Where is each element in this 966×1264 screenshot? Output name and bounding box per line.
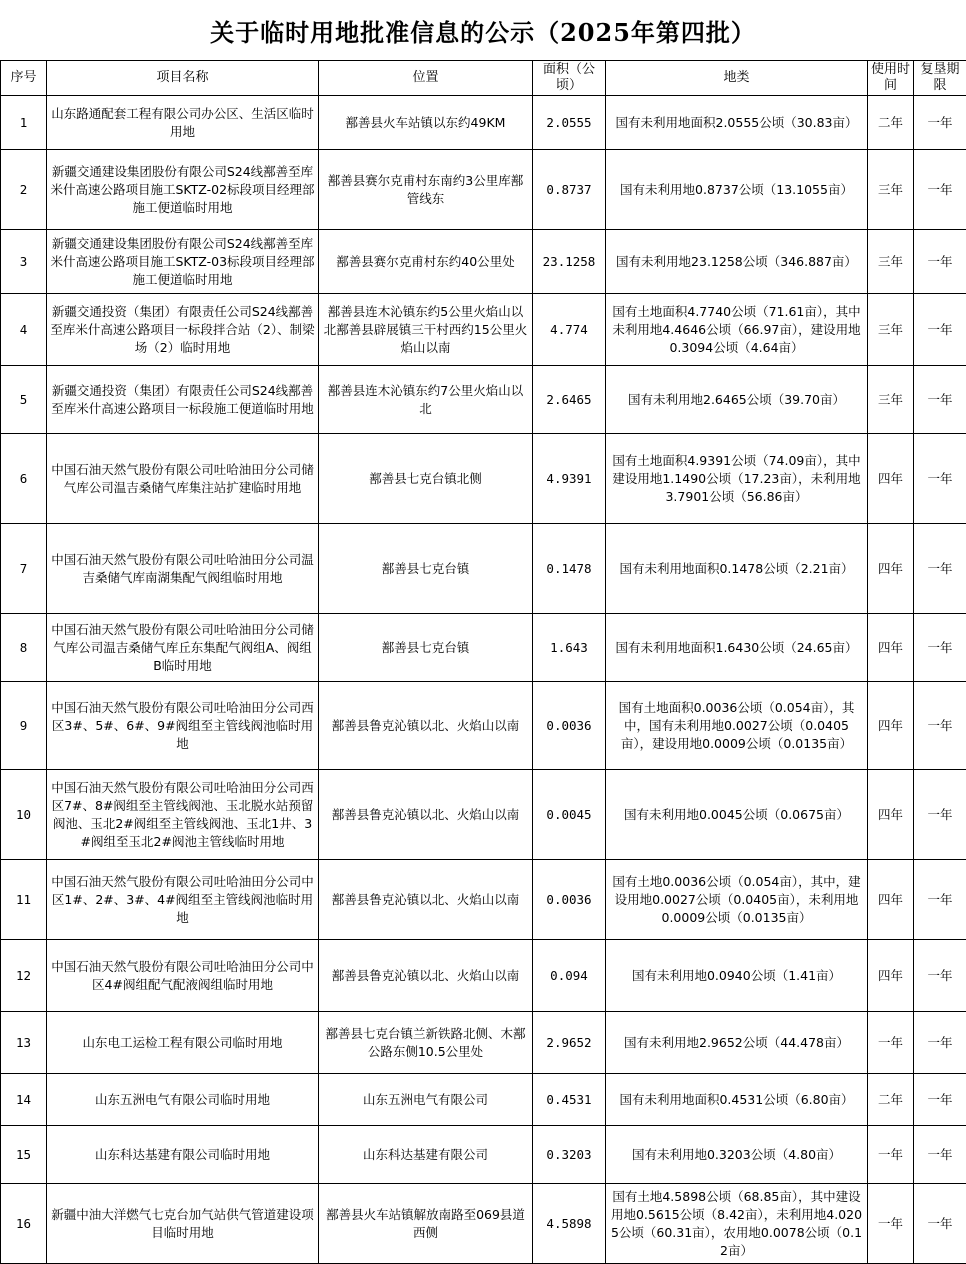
cell-seq: 4 (1, 294, 47, 366)
cell-project-name: 中国石油天然气股份有限公司吐哈油田分公司储气库公司温吉桑储气库丘东集配气阀组A、阀组B临时用地 (47, 614, 319, 682)
cell-seq: 8 (1, 614, 47, 682)
cell-project-name: 山东路通配套工程有限公司办公区、生活区临时用地 (47, 96, 319, 150)
cell-landtype: 国有未利用地面积0.4531公顷（6.80亩） (606, 1074, 868, 1126)
cell-location: 鄯善县鲁克沁镇以北、火焰山以南 (319, 682, 533, 770)
cell-use-time: 四年 (868, 524, 914, 614)
cell-reclaim-period: 一年 (914, 294, 966, 366)
cell-location: 山东五洲电气有限公司 (319, 1074, 533, 1126)
cell-use-time: 三年 (868, 150, 914, 230)
cell-landtype: 国有未利用地2.6465公顷（39.70亩） (606, 366, 868, 434)
cell-location: 鄯善县连木沁镇东约7公里火焰山以北 (319, 366, 533, 434)
cell-use-time: 二年 (868, 96, 914, 150)
cell-landtype: 国有未利用地0.0940公顷（1.41亩） (606, 940, 868, 1012)
cell-location: 鄯善县赛尔克甫村东南约3公里库鄯管线东 (319, 150, 533, 230)
cell-reclaim-period: 一年 (914, 682, 966, 770)
table-row (1, 940, 966, 1012)
cell-project-name: 中国石油天然气股份有限公司吐哈油田分公司中区4#阀组配气配液阀组临时用地 (47, 940, 319, 1012)
table-row (1, 770, 966, 860)
approval-table (0, 60, 966, 1264)
cell-area: 2.6465 (533, 366, 606, 434)
cell-seq: 13 (1, 1012, 47, 1074)
cell-reclaim-period: 一年 (914, 940, 966, 1012)
cell-seq: 6 (1, 434, 47, 524)
cell-use-time: 四年 (868, 434, 914, 524)
cell-reclaim-period: 一年 (914, 1012, 966, 1074)
table-row (1, 96, 966, 150)
table-row (1, 1184, 966, 1264)
table-row (1, 294, 966, 366)
cell-reclaim-period: 一年 (914, 860, 966, 940)
cell-project-name: 山东科达基建有限公司临时用地 (47, 1126, 319, 1184)
cell-location: 鄯善县七克台镇兰新铁路北侧、木鄯公路东侧10.5公里处 (319, 1012, 533, 1074)
cell-area: 0.0036 (533, 860, 606, 940)
header-landtype: 地类 (606, 61, 868, 96)
table-row (1, 682, 966, 770)
cell-landtype: 国有土地4.5898公顷（68.85亩），其中建设用地0.5615公顷（8.42亩），未利用地4.0205公顷（60.31亩），农用地0.0078公顷（0.12亩） (606, 1184, 868, 1264)
cell-area: 2.0555 (533, 96, 606, 150)
cell-area: 2.9652 (533, 1012, 606, 1074)
cell-area: 0.3203 (533, 1126, 606, 1184)
cell-area: 0.094 (533, 940, 606, 1012)
cell-location: 鄯善县七克台镇 (319, 614, 533, 682)
cell-use-time: 四年 (868, 614, 914, 682)
cell-area: 4.5898 (533, 1184, 606, 1264)
cell-use-time: 三年 (868, 366, 914, 434)
cell-area: 0.4531 (533, 1074, 606, 1126)
header-name: 项目名称 (47, 61, 319, 96)
table-row (1, 1074, 966, 1126)
header-seq: 序号 (1, 61, 47, 96)
cell-use-time: 四年 (868, 682, 914, 770)
cell-location: 鄯善县鲁克沁镇以北、火焰山以南 (319, 860, 533, 940)
cell-area: 0.1478 (533, 524, 606, 614)
cell-seq: 14 (1, 1074, 47, 1126)
cell-reclaim-period: 一年 (914, 524, 966, 614)
cell-area: 4.774 (533, 294, 606, 366)
cell-use-time: 四年 (868, 860, 914, 940)
cell-landtype: 国有土地面积4.9391公顷（74.09亩），其中建设用地1.1490公顷（17.23亩），未利用地3.7901公顷（56.86亩） (606, 434, 868, 524)
page-title: 关于临时用地批准信息的公示（2025年第四批） (0, 0, 966, 60)
cell-reclaim-period: 一年 (914, 150, 966, 230)
cell-use-time: 一年 (868, 1184, 914, 1264)
cell-seq: 16 (1, 1184, 47, 1264)
cell-project-name: 中国石油天然气股份有限公司吐哈油田分公司西区3#、5#、6#、9#阀组至主管线阀池临时用地 (47, 682, 319, 770)
cell-use-time: 四年 (868, 770, 914, 860)
cell-landtype: 国有未利用地0.8737公顷（13.1055亩） (606, 150, 868, 230)
cell-reclaim-period: 一年 (914, 230, 966, 294)
cell-project-name: 新疆中油大洋燃气七克台加气站供气管道建设项目临时用地 (47, 1184, 319, 1264)
cell-use-time: 二年 (868, 1074, 914, 1126)
header-row (1, 61, 966, 96)
cell-landtype: 国有未利用地面积2.0555公顷（30.83亩） (606, 96, 868, 150)
cell-use-time: 一年 (868, 1012, 914, 1074)
cell-location: 山东科达基建有限公司 (319, 1126, 533, 1184)
cell-reclaim-period: 一年 (914, 1126, 966, 1184)
header-area: 面积（公顷） (533, 61, 606, 96)
cell-seq: 1 (1, 96, 47, 150)
cell-project-name: 新疆交通投资（集团）有限责任公司S24线鄯善至库米什高速公路项目一标段施工便道临时用地 (47, 366, 319, 434)
cell-project-name: 中国石油天然气股份有限公司吐哈油田分公司中区1#、2#、3#、4#阀组至主管线阀池临时用地 (47, 860, 319, 940)
cell-reclaim-period: 一年 (914, 366, 966, 434)
cell-location: 鄯善县七克台镇北侧 (319, 434, 533, 524)
header-use-time: 使用时间 (868, 61, 914, 96)
cell-area: 0.0045 (533, 770, 606, 860)
cell-reclaim-period: 一年 (914, 434, 966, 524)
cell-use-time: 三年 (868, 230, 914, 294)
cell-reclaim-period: 一年 (914, 1074, 966, 1126)
cell-reclaim-period: 一年 (914, 770, 966, 860)
cell-landtype: 国有未利用地23.1258公顷（346.887亩） (606, 230, 868, 294)
cell-location: 鄯善县火车站镇以东约49KM (319, 96, 533, 150)
cell-project-name: 新疆交通建设集团股份有限公司S24线鄯善至库米什高速公路项目施工SKTZ-02标段项目经理部施工便道临时用地 (47, 150, 319, 230)
table-row (1, 860, 966, 940)
cell-area: 0.8737 (533, 150, 606, 230)
cell-seq: 11 (1, 860, 47, 940)
cell-location: 鄯善县火车站镇解放南路至069县道西侧 (319, 1184, 533, 1264)
cell-location: 鄯善县鲁克沁镇以北、火焰山以南 (319, 940, 533, 1012)
cell-reclaim-period: 一年 (914, 614, 966, 682)
cell-project-name: 中国石油天然气股份有限公司吐哈油田分公司储气库公司温吉桑储气库集注站扩建临时用地 (47, 434, 319, 524)
cell-project-name: 中国石油天然气股份有限公司吐哈油田分公司西区7#、8#阀组至主管线阀池、玉北脱水站预留阀池、玉北2#阀组至主管线阀池、玉北1井、3#阀组至玉北2#阀池主管线临时用地 (47, 770, 319, 860)
cell-landtype: 国有未利用地0.3203公顷（4.80亩） (606, 1126, 868, 1184)
cell-landtype: 国有未利用地面积0.1478公顷（2.21亩） (606, 524, 868, 614)
cell-project-name: 新疆交通建设集团股份有限公司S24线鄯善至库米什高速公路项目施工SKTZ-03标段项目经理部施工便道临时用地 (47, 230, 319, 294)
cell-landtype: 国有土地面积0.0036公顷（0.054亩），其中，国有未利用地0.0027公顷（0.0405亩），建设用地0.0009公顷（0.0135亩） (606, 682, 868, 770)
cell-use-time: 三年 (868, 294, 914, 366)
cell-location: 鄯善县七克台镇 (319, 524, 533, 614)
cell-area: 4.9391 (533, 434, 606, 524)
cell-project-name: 中国石油天然气股份有限公司吐哈油田分公司温吉桑储气库南湖集配气阀组临时用地 (47, 524, 319, 614)
cell-landtype: 国有土地面积4.7740公顷（71.61亩），其中未利用地4.4646公顷（66.97亩），建设用地0.3094公顷（4.64亩） (606, 294, 868, 366)
cell-seq: 2 (1, 150, 47, 230)
cell-seq: 5 (1, 366, 47, 434)
header-reclaim: 复垦期限 (914, 61, 966, 96)
header-location: 位置 (319, 61, 533, 96)
cell-seq: 10 (1, 770, 47, 860)
cell-location: 鄯善县连木沁镇东约5公里火焰山以北鄯善县辟展镇三干村西约15公里火焰山以南 (319, 294, 533, 366)
cell-use-time: 四年 (868, 940, 914, 1012)
cell-project-name: 山东电工运检工程有限公司临时用地 (47, 1012, 319, 1074)
cell-seq: 15 (1, 1126, 47, 1184)
cell-seq: 3 (1, 230, 47, 294)
table-row (1, 434, 966, 524)
cell-landtype: 国有未利用地0.0045公顷（0.0675亩） (606, 770, 868, 860)
cell-location: 鄯善县赛尔克甫村东约40公里处 (319, 230, 533, 294)
cell-seq: 9 (1, 682, 47, 770)
cell-landtype: 国有未利用地面积1.6430公顷（24.65亩） (606, 614, 868, 682)
table-row (1, 614, 966, 682)
cell-project-name: 新疆交通投资（集团）有限责任公司S24线鄯善至库米什高速公路项目一标段拌合站（2）、制梁场（2）临时用地 (47, 294, 319, 366)
table-row (1, 366, 966, 434)
cell-area: 0.0036 (533, 682, 606, 770)
cell-landtype: 国有土地0.0036公顷（0.054亩），其中，建设用地0.0027公顷（0.0405亩），未利用地0.0009公顷（0.0135亩） (606, 860, 868, 940)
cell-area: 23.1258 (533, 230, 606, 294)
table-row (1, 1126, 966, 1184)
table-row (1, 524, 966, 614)
cell-seq: 12 (1, 940, 47, 1012)
cell-area: 1.643 (533, 614, 606, 682)
cell-location: 鄯善县鲁克沁镇以北、火焰山以南 (319, 770, 533, 860)
cell-project-name: 山东五洲电气有限公司临时用地 (47, 1074, 319, 1126)
cell-reclaim-period: 一年 (914, 1184, 966, 1264)
cell-seq: 7 (1, 524, 47, 614)
table-row (1, 1012, 966, 1074)
cell-reclaim-period: 一年 (914, 96, 966, 150)
table-row (1, 150, 966, 230)
cell-landtype: 国有未利用地2.9652公顷（44.478亩） (606, 1012, 868, 1074)
cell-use-time: 一年 (868, 1126, 914, 1184)
table-row (1, 230, 966, 294)
